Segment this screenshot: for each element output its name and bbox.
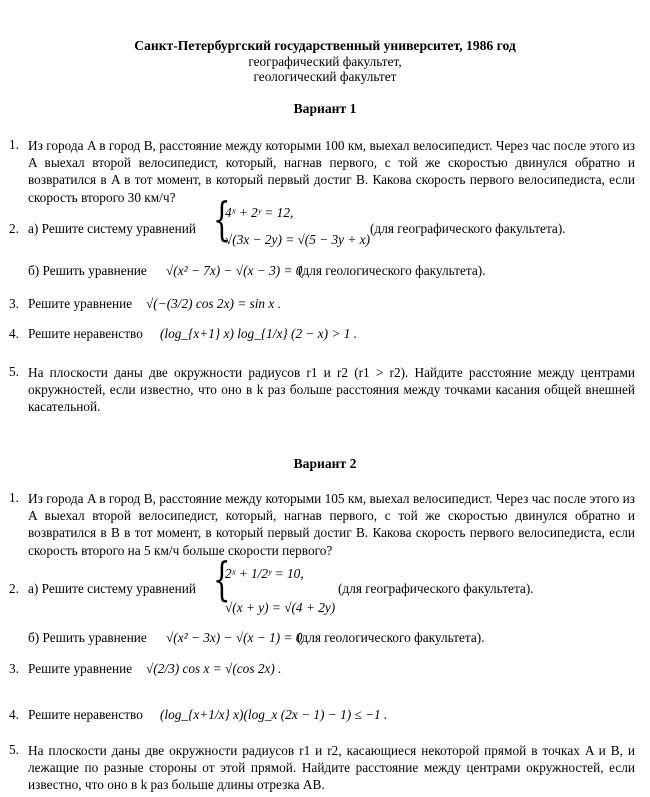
- v1-problem-4-label: Решите неравенство: [28, 326, 143, 341]
- v1-problem-2b-note: (для геологического факультета).: [298, 263, 486, 278]
- v1-problem-4-number: 4.: [9, 326, 19, 341]
- variant-2-title: Вариант 2: [293, 456, 357, 471]
- v2-problem-5-text: На плоскости даны две окружности радиусов r1 и r2, касающиеся некоторой прямой в точках A и B, и лежащие по разные стороны от этой прямой. Найдите расстояние между центрами окружностей, если известно, что оно в k раз больше длины отрезка AB.: [28, 743, 635, 793]
- v2-system-eq-1: 2ˣ + 1/2ʸ = 10,: [225, 566, 304, 581]
- v1-problem-4-equation: (log_{x+1} x) log_{1/x} (2 − x) > 1 .: [160, 326, 357, 341]
- v2-system-brace: {: [213, 552, 231, 606]
- v1-problem-2a-label: а) Решите систему уравнений: [28, 221, 197, 236]
- v2-problem-4-number: 4.: [9, 707, 19, 722]
- v2-problem-4-equation: (log_{x+1/x} x)(log_x (2x − 1) − 1) ≤ −1 .: [160, 707, 388, 722]
- v1-system-brace: {: [213, 192, 231, 246]
- v1-system-eq-2: √(3x − 2y) = √(5 − 3y + x): [225, 232, 370, 247]
- v1-problem-5-number: 5.: [9, 364, 19, 379]
- v2-problem-2b-label: б) Решить уравнение: [28, 630, 147, 645]
- v1-problem-5-text: На плоскости даны две окружности радиусов r1 и r2 (r1 > r2). Найдите расстояние между центрами окружностей, если известно, что оно в k раз больше расстояния между точками касания общей внешней касательной.: [28, 365, 635, 415]
- v1-problem-1-text: Из города A в город B, расстояние между которыми 100 км, выехал велосипедист. Через час после этого из A выехал второй велосипедист, который, нагнав первого, с той же скоростью двинулся обратно и возвратился в A в тот момент, в который первый достиг B. Какова скорость первого велосипедиста, если скорость второго 30 км/ч?: [28, 138, 635, 205]
- v2-problem-5-number: 5.: [9, 742, 19, 757]
- v2-problem-2b-note: (для геологического факультета).: [297, 630, 485, 645]
- variant-1-title: Вариант 1: [293, 101, 357, 116]
- v1-problem-2a-note: (для географического факультета).: [370, 221, 566, 236]
- v1-problem-3-label: Решите уравнение: [28, 296, 133, 311]
- v1-problem-1-number: 1.: [9, 137, 19, 152]
- v2-problem-2a-note: (для географического факультета).: [338, 581, 534, 596]
- v2-problem-3-number: 3.: [9, 661, 19, 676]
- university-title: Санкт-Петербургский государственный университет, 1986 год: [134, 38, 516, 53]
- v1-problem-3-equation: √(−(3/2) cos 2x) = sin x .: [146, 296, 281, 311]
- v1-system-eq-1: 4ˣ + 2ʸ = 12,: [225, 205, 294, 220]
- v2-problem-3-equation: √(2/3) cos x = √(cos 2x) .: [146, 661, 282, 676]
- v2-problem-2-number: 2.: [9, 581, 19, 596]
- v2-problem-2a-label: а) Решите систему уравнений: [28, 581, 197, 596]
- faculty-line-1: географический факультет,: [248, 54, 402, 69]
- v2-problem-2b-equation: √(x² − 3x) − √(x − 1) = 0: [166, 630, 303, 645]
- faculty-line-2: геологический факультет: [253, 69, 397, 84]
- v2-system-eq-2: √(x + y) = √(4 + 2y): [225, 600, 336, 615]
- v1-problem-3-number: 3.: [9, 296, 19, 311]
- v2-problem-4-label: Решите неравенство: [28, 707, 143, 722]
- v1-problem-2-number: 2.: [9, 221, 19, 236]
- v2-problem-1-text: Из города A в город B, расстояние между которыми 105 км, выехал велосипедист. Через час после этого из A выехал второй велосипедист, который, нагнав первого, с той же скоростью двинулся обратно и возвратился в B в тот момент, в который первый достиг B. Какова скорость первого велосипедиста, если скорость второго на 5 км/ч больше скорости первого?: [28, 491, 635, 558]
- v1-problem-2b-label: б) Решить уравнение: [28, 263, 147, 278]
- v1-problem-2b-equation: √(x² − 7x) − √(x − 3) = 0: [166, 263, 303, 278]
- v2-problem-1-number: 1.: [9, 490, 19, 505]
- v2-problem-3-label: Решите уравнение: [28, 661, 133, 676]
